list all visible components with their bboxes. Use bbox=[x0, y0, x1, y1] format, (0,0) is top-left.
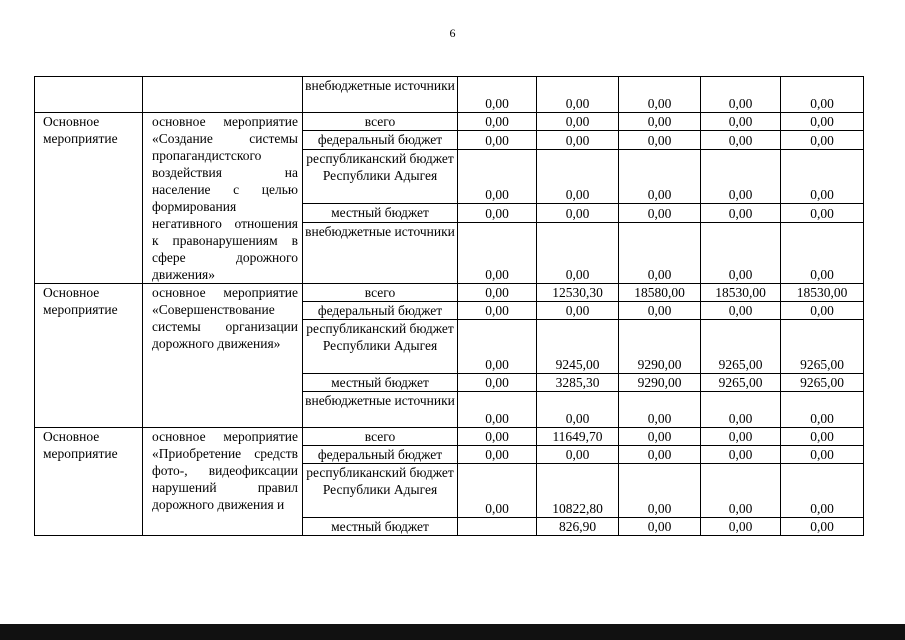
amount-cell: 826,90 bbox=[537, 518, 619, 536]
amount-cell: 0,00 bbox=[701, 302, 781, 320]
amount-cell: 0,00 bbox=[619, 113, 701, 131]
amount-cell: 9290,00 bbox=[619, 320, 701, 374]
page-number: 6 bbox=[449, 26, 456, 40]
amount-cell: 0,00 bbox=[458, 320, 537, 374]
amount-cell: 12530,30 bbox=[537, 284, 619, 302]
amount-cell: 0,00 bbox=[458, 204, 537, 222]
amount-cell: 0,00 bbox=[701, 428, 781, 446]
funding-source-cell: республиканский бюджет Республики Адыгея bbox=[303, 149, 458, 203]
amount-cell: 0,00 bbox=[458, 222, 537, 283]
amount-cell: 0,00 bbox=[781, 302, 864, 320]
amount-cell: 0,00 bbox=[458, 302, 537, 320]
amount-cell: 0,00 bbox=[458, 131, 537, 149]
amount-cell: 0,00 bbox=[701, 222, 781, 283]
amount-cell: 0,00 bbox=[701, 446, 781, 464]
funding-source-cell: федеральный бюджет bbox=[303, 131, 458, 149]
amount-cell: 10822,80 bbox=[537, 464, 619, 518]
amount-cell: 0,00 bbox=[701, 77, 781, 113]
amount-cell: 0,00 bbox=[619, 518, 701, 536]
funding-source-cell: внебюджетные источники bbox=[303, 392, 458, 428]
amount-cell: 0,00 bbox=[781, 518, 864, 536]
amount-cell: 18530,00 bbox=[781, 284, 864, 302]
amount-cell: 0,00 bbox=[458, 374, 537, 392]
amount-cell: 0,00 bbox=[619, 464, 701, 518]
activity-description-cell: основное мероприятие «Совершенствование системы организации дорожного движения» bbox=[143, 284, 303, 428]
amount-cell: 0,00 bbox=[458, 446, 537, 464]
amount-cell: 0,00 bbox=[781, 131, 864, 149]
funding-source-cell: республиканский бюджет Республики Адыгея bbox=[303, 320, 458, 374]
funding-source-cell: внебюджетные источники bbox=[303, 77, 458, 113]
table-body bbox=[35, 77, 864, 536]
amount-cell: 0,00 bbox=[537, 77, 619, 113]
amount-cell: 18530,00 bbox=[701, 284, 781, 302]
amount-cell: 0,00 bbox=[701, 131, 781, 149]
amount-cell: 0,00 bbox=[701, 464, 781, 518]
amount-cell: 0,00 bbox=[619, 131, 701, 149]
amount-cell: 0,00 bbox=[781, 392, 864, 428]
amount-cell: 0,00 bbox=[537, 446, 619, 464]
amount-cell: 0,00 bbox=[781, 149, 864, 203]
amount-cell: 0,00 bbox=[537, 113, 619, 131]
amount-cell: 0,00 bbox=[619, 428, 701, 446]
table-row bbox=[35, 428, 864, 446]
amount-cell: 11649,70 bbox=[537, 428, 619, 446]
budget-table bbox=[34, 76, 864, 536]
amount-cell: 9265,00 bbox=[781, 374, 864, 392]
amount-cell: 0,00 bbox=[537, 149, 619, 203]
activity-description-cell: основное мероприятие «Создание системы пропагандистского воздействия на население с целью формирования негативного отношения к правонарушениям в сфере дорожного движения» bbox=[143, 113, 303, 284]
amount-cell: 9290,00 bbox=[619, 374, 701, 392]
activity-description-cell: основное мероприятие «Приобретение средств фото-, видеофиксации нарушений правил дорожного движения и bbox=[143, 428, 303, 536]
activity-type-cell: Основное мероприятие bbox=[35, 428, 143, 536]
amount-cell: 0,00 bbox=[781, 113, 864, 131]
amount-cell: 0,00 bbox=[619, 392, 701, 428]
amount-cell: 0,00 bbox=[458, 464, 537, 518]
amount-cell: 9265,00 bbox=[701, 374, 781, 392]
amount-cell: 0,00 bbox=[537, 131, 619, 149]
scan-bottom-edge bbox=[0, 624, 905, 640]
activity-type-cell: Основное мероприятие bbox=[35, 113, 143, 284]
amount-cell: 0,00 bbox=[619, 446, 701, 464]
amount-cell: 0,00 bbox=[701, 392, 781, 428]
amount-cell: 0,00 bbox=[619, 204, 701, 222]
table-row bbox=[35, 77, 864, 113]
amount-cell: 0,00 bbox=[781, 464, 864, 518]
funding-source-cell: федеральный бюджет bbox=[303, 302, 458, 320]
amount-cell: 9245,00 bbox=[537, 320, 619, 374]
amount-cell: 0,00 bbox=[619, 149, 701, 203]
amount-cell: 3285,30 bbox=[537, 374, 619, 392]
amount-cell: 18580,00 bbox=[619, 284, 701, 302]
amount-cell: 0,00 bbox=[537, 222, 619, 283]
amount-cell: 9265,00 bbox=[781, 320, 864, 374]
funding-source-cell: федеральный бюджет bbox=[303, 446, 458, 464]
amount-cell: 0,00 bbox=[701, 518, 781, 536]
funding-source-cell: внебюджетные источники bbox=[303, 222, 458, 283]
amount-cell: 0,00 bbox=[619, 222, 701, 283]
amount-cell: 0,00 bbox=[781, 77, 864, 113]
amount-cell: 0,00 bbox=[701, 113, 781, 131]
funding-source-cell: всего bbox=[303, 428, 458, 446]
funding-source-cell: местный бюджет bbox=[303, 374, 458, 392]
amount-cell: 0,00 bbox=[701, 149, 781, 203]
activity-type-cell bbox=[35, 77, 143, 113]
amount-cell bbox=[458, 518, 537, 536]
amount-cell: 0,00 bbox=[701, 204, 781, 222]
amount-cell: 0,00 bbox=[537, 204, 619, 222]
amount-cell: 0,00 bbox=[619, 77, 701, 113]
funding-source-cell: всего bbox=[303, 113, 458, 131]
activity-description-cell bbox=[143, 77, 303, 113]
amount-cell: 0,00 bbox=[537, 392, 619, 428]
funding-source-cell: всего bbox=[303, 284, 458, 302]
amount-cell: 0,00 bbox=[458, 392, 537, 428]
amount-cell: 0,00 bbox=[458, 113, 537, 131]
activity-type-cell: Основное мероприятие bbox=[35, 284, 143, 428]
amount-cell: 0,00 bbox=[781, 222, 864, 283]
amount-cell: 9265,00 bbox=[701, 320, 781, 374]
amount-cell: 0,00 bbox=[619, 302, 701, 320]
amount-cell: 0,00 bbox=[458, 428, 537, 446]
amount-cell: 0,00 bbox=[458, 149, 537, 203]
table-row bbox=[35, 113, 864, 131]
amount-cell: 0,00 bbox=[781, 204, 864, 222]
funding-source-cell: местный бюджет bbox=[303, 204, 458, 222]
funding-source-cell: местный бюджет bbox=[303, 518, 458, 536]
table-row bbox=[35, 284, 864, 302]
amount-cell: 0,00 bbox=[458, 284, 537, 302]
funding-source-cell: республиканский бюджет Республики Адыгея bbox=[303, 464, 458, 518]
amount-cell: 0,00 bbox=[537, 302, 619, 320]
amount-cell: 0,00 bbox=[781, 446, 864, 464]
amount-cell: 0,00 bbox=[458, 77, 537, 113]
amount-cell: 0,00 bbox=[781, 428, 864, 446]
